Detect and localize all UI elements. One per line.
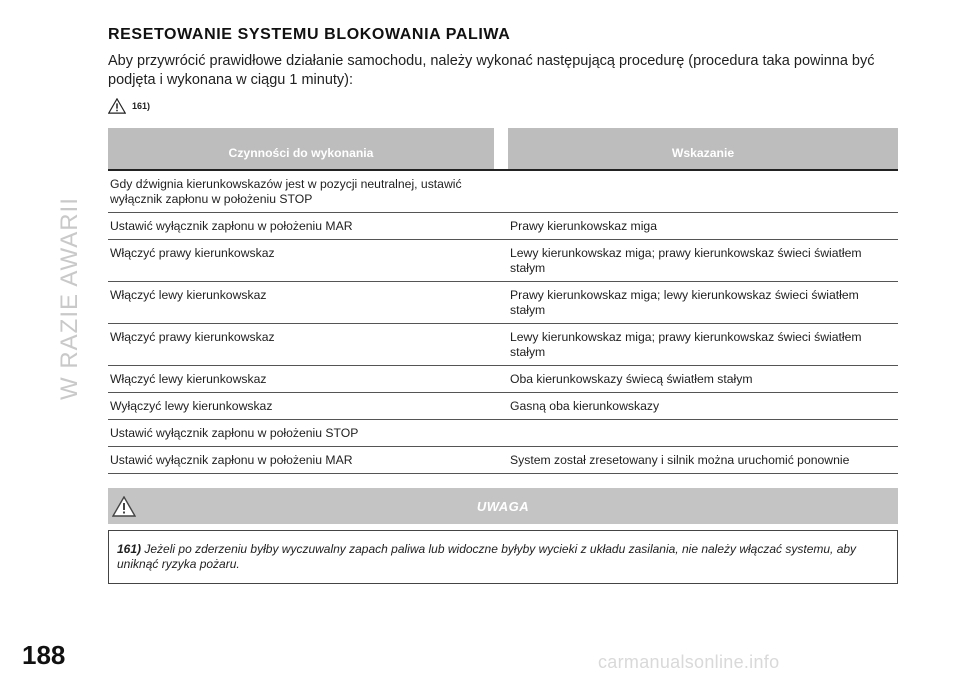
action-cell: Włączyć prawy kierunkowskaz	[108, 240, 494, 282]
side-section-title: W RAZIE AWARII	[56, 197, 83, 400]
warning-triangle-icon	[112, 496, 136, 517]
indication-cell: Lewy kierunkowskaz miga; prawy kierunkowskaz świeci światłem stałym	[508, 324, 898, 366]
header-indication: Wskazanie	[508, 128, 898, 170]
table-row	[108, 170, 898, 213]
warning-header	[108, 488, 898, 524]
gap-cell	[494, 240, 508, 282]
header-gap	[494, 128, 508, 170]
indication-cell: Lewy kierunkowskaz miga; prawy kierunkowskaz świeci światłem stałym	[508, 240, 898, 282]
warning-body	[108, 530, 898, 584]
page-number: 188	[22, 640, 66, 670]
action-cell: Ustawić wyłącznik zapłonu w położeniu STOP	[108, 420, 494, 447]
gap-cell	[494, 170, 508, 213]
table-row	[108, 393, 898, 420]
action-cell: Ustawić wyłącznik zapłonu w położeniu MAR	[108, 213, 494, 240]
gap-cell	[494, 324, 508, 366]
warning-box	[108, 488, 898, 584]
page-content	[108, 26, 898, 584]
section-heading: RESETOWANIE SYSTEMU BLOKOWANIA PALIWA	[108, 26, 511, 43]
gap-cell	[494, 366, 508, 393]
gap-cell	[494, 213, 508, 240]
table-row	[108, 366, 898, 393]
indication-cell	[508, 420, 898, 447]
gap-cell	[494, 420, 508, 447]
action-cell: Włączyć lewy kierunkowskaz	[108, 366, 494, 393]
indication-cell: Prawy kierunkowskaz miga	[508, 213, 898, 240]
indication-cell: Prawy kierunkowskaz miga; lewy kierunkowskaz świeci światłem stałym	[508, 282, 898, 324]
table-body	[108, 170, 898, 474]
gap-cell	[494, 447, 508, 474]
action-cell: Wyłączyć lewy kierunkowskaz	[108, 393, 494, 420]
table-row	[108, 447, 898, 474]
header-actions: Czynności do wykonania	[108, 128, 494, 170]
procedure-table	[108, 128, 898, 474]
warning-text: Jeżeli po zderzeniu byłby wyczuwalny zapach paliwa lub widoczne byłyby wycieki z układu zasilania, nie należy włączać systemu, aby uniknąć ryzyka pożaru.	[117, 542, 857, 571]
table-header-row	[108, 128, 898, 170]
table-row	[108, 240, 898, 282]
indication-cell: Oba kierunkowskazy świecą światłem stałym	[508, 366, 898, 393]
action-cell: Włączyć lewy kierunkowskaz	[108, 282, 494, 324]
intro-paragraph: Aby przywrócić prawidłowe działanie samochodu, należy wykonać następującą procedurę (procedura taka powinna być podjęta i wykonana w ciągu 1 minuty):	[108, 53, 875, 88]
gap-cell	[494, 393, 508, 420]
table-row	[108, 420, 898, 447]
table-row	[108, 282, 898, 324]
reference-number: 161)	[132, 101, 151, 111]
action-cell: Włączyć prawy kierunkowskaz	[108, 324, 494, 366]
gap-cell	[494, 282, 508, 324]
table-row	[108, 213, 898, 240]
warning-triangle-icon	[108, 98, 126, 114]
action-cell: Ustawić wyłącznik zapłonu w położeniu MAR	[108, 447, 494, 474]
watermark: carmanualsonline.info	[598, 652, 780, 672]
indication-cell	[508, 170, 898, 213]
warning-ref: 161)	[117, 542, 142, 556]
action-cell: Gdy dźwignia kierunkowskazów jest w pozycji neutralnej, ustawić wyłącznik zapłonu w położeniu STOP	[108, 170, 494, 213]
indication-cell: Gasną oba kierunkowskazy	[508, 393, 898, 420]
indication-cell: System został zresetowany i silnik można uruchomić ponownie	[508, 447, 898, 474]
warning-title: UWAGA	[476, 498, 530, 514]
reference-note	[108, 96, 898, 116]
table-row	[108, 324, 898, 366]
